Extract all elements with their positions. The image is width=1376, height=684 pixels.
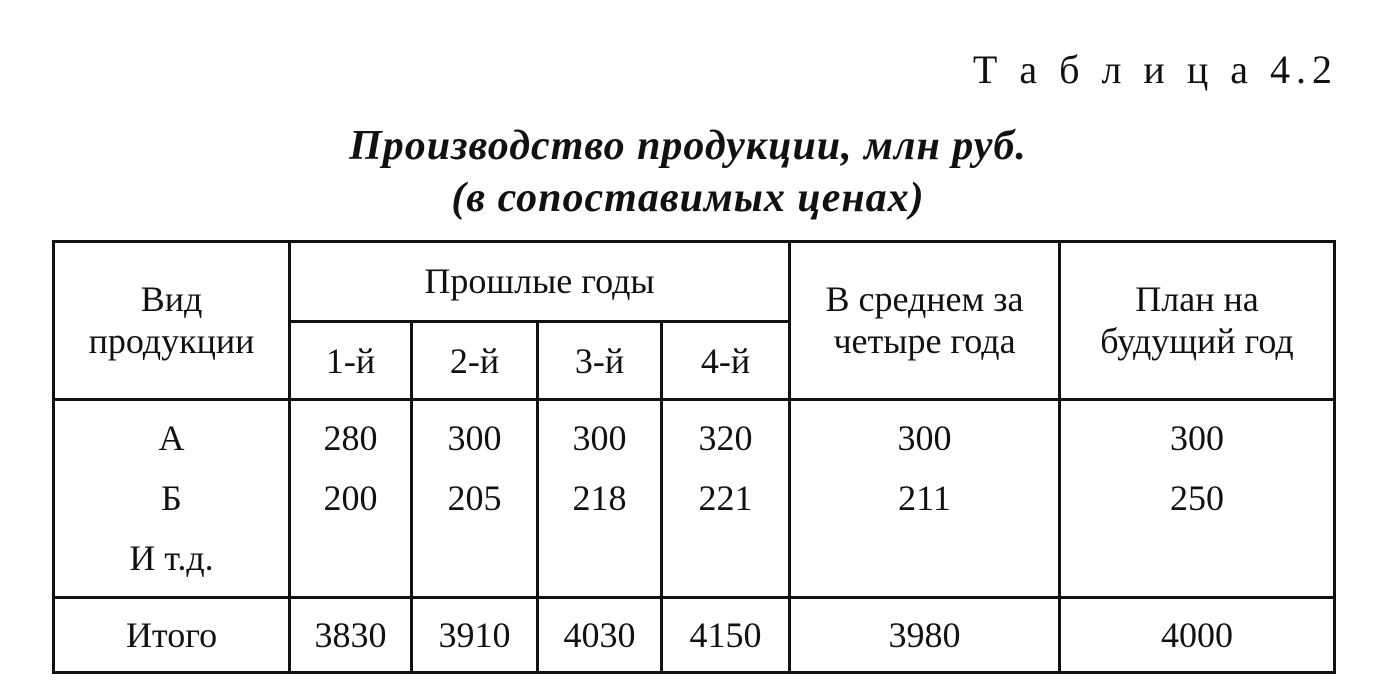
cell-value: 200: [323, 478, 378, 518]
total-value: 3980: [888, 615, 961, 655]
row-name: Б: [161, 478, 182, 518]
row-name: И т.д.: [129, 538, 214, 578]
cell-value: 280: [323, 418, 378, 458]
cell-value: 218: [572, 478, 627, 518]
production-table: [52, 240, 1336, 674]
caption-line-1: Производство продукции, млн руб.: [349, 123, 1027, 169]
header-year-3: 3-й: [574, 341, 625, 381]
cell-value: 250: [1170, 478, 1224, 518]
header-average: В среднем за четыре года: [825, 279, 1024, 361]
cell-value: 221: [698, 478, 753, 518]
total-rule: [52, 596, 1336, 599]
cell-value: 320: [698, 418, 753, 458]
total-value: 4030: [563, 615, 636, 655]
header-plan: План на будущий год: [1100, 279, 1294, 361]
cell-value: 300: [572, 418, 627, 458]
total-label: Итого: [125, 615, 218, 655]
caption-line-2: (в сопоставимых ценах): [451, 175, 925, 221]
cell-value: 211: [898, 478, 951, 518]
total-value: 3910: [438, 615, 511, 655]
row-name: А: [158, 418, 185, 458]
table-number: Т а б л и ц а 4.2: [972, 47, 1338, 92]
table-border-bottom: [52, 671, 1336, 674]
header-product-type: Вид продукции: [88, 279, 255, 361]
cell-value: 300: [1170, 418, 1224, 458]
header-past-years: Прошлые годы: [424, 261, 655, 301]
cell-value: 300: [897, 418, 952, 458]
total-value: 4150: [689, 615, 762, 655]
header-year-4: 4-й: [700, 341, 751, 381]
table-caption: [0, 120, 1376, 224]
cell-value: 205: [447, 478, 502, 518]
cell-value: 300: [447, 418, 502, 458]
header-year-2: 2-й: [449, 341, 500, 381]
header-year-1: 1-й: [325, 341, 376, 381]
total-value: 3830: [314, 615, 387, 655]
total-value: 4000: [1161, 615, 1233, 655]
